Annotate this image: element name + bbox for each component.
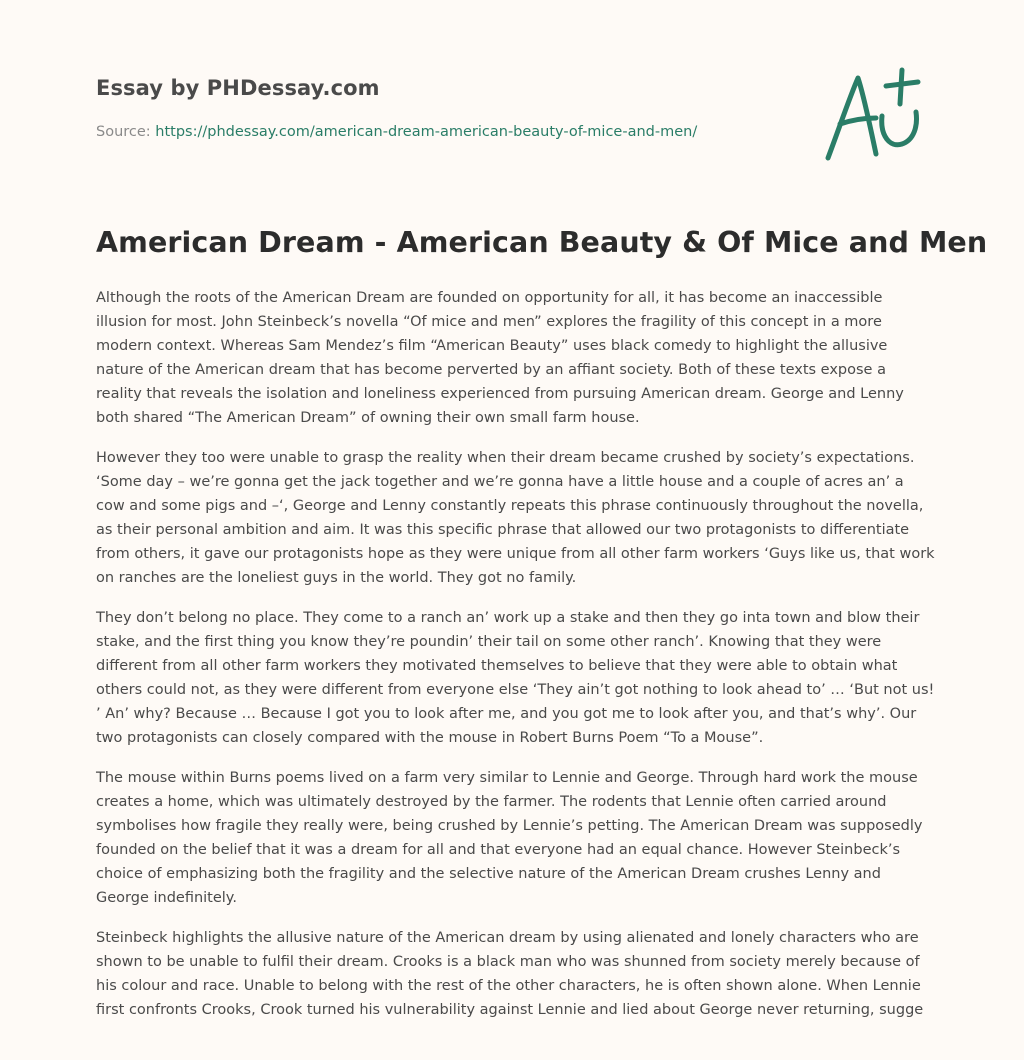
a-plus-grade-icon (820, 66, 930, 166)
essay-body (96, 286, 936, 1038)
source-link[interactable]: https://phdessay.com/american-dream-american-beauty-of-mice-and-men/ (155, 124, 698, 140)
essay-paragraph: They don’t belong no place. They come to a ranch an’ work up a stake and then they go inta town and blow their stake, and the first thing you know they’re poundin’ their tail on some other ranch’. Knowing that they were different from all other farm workers they motivated themselves to believe that they were able to obtain what others could not, as they were different from everyone else ‘They ain’t got nothing to look ahead to’ … ‘But not us! ’ An’ why? Because … Because I got you to look after me, and you got me to look after you, and that’s why’. Our two protagonists can closely compared with the mouse in Robert Burns Poem “To a Mouse”. (96, 610, 935, 746)
essay-paragraph: Although the roots of the American Dream are founded on opportunity for all, it has become an inaccessible illusion for most. John Steinbeck’s novella “Of mice and men” explores the fragility of this concept in a more modern context. Whereas Sam Mendez’s film “American Beauty” uses black comedy to highlight the allusive nature of the American dream that has become perverted by an affiant society. Both of these texts expose a reality that reveals the isolation and loneliness experienced from pursuing American dream. George and Lenny both shared “The American Dream” of owning their own small farm house. (96, 290, 904, 426)
essay-paragraph: The mouse within Burns poems lived on a farm very similar to Lennie and George. Through hard work the mouse creates a home, which was ultimately destroyed by the farmer. The rodents that Lennie often carried around symbolises how fragile they really were, being crushed by Lennie’s petting. The American Dream was supposedly founded on the belief that it was a dream for all and that everyone had an equal chance. However Steinbeck’s choice of emphasizing both the fragility and the selective nature of the American Dream crushes Lenny and George indefinitely. (96, 770, 923, 906)
source-label: Source: (96, 124, 151, 140)
source-line (96, 124, 697, 140)
essay-paragraph: However they too were unable to grasp the reality when their dream became crushed by society’s expectations. ‘Some day – we’re gonna get the jack together and we’re gonna have a little house and a couple of acres an’ a cow and some pigs and –‘, George and Lenny constantly repeats this phrase continuously throughout the novella, as their personal ambition and aim. It was this specific phrase that allowed our two protagonists to differentiate from others, it gave our protagonists hope as they were unique from all other farm workers ‘Guys like us, that work on ranches are the loneliest guys in the world. They got no family. (96, 450, 935, 586)
essay-paragraph: Steinbeck highlights the allusive nature of the American dream by using alienated and lonely characters who are shown to be unable to fulfil their dream. Crooks is a black man who was shunned from society merely because of his colour and race. Unable to belong with the rest of the other characters, he is often shown alone. When Lennie first confronts Crooks, Crook turned his vulnerability against Lennie and lied about George never returning, sugge (96, 930, 924, 1018)
essay-title: American Dream - American Beauty & Of Mice and Men (96, 226, 988, 259)
site-title: Essay by PHDessay.com (96, 76, 380, 100)
